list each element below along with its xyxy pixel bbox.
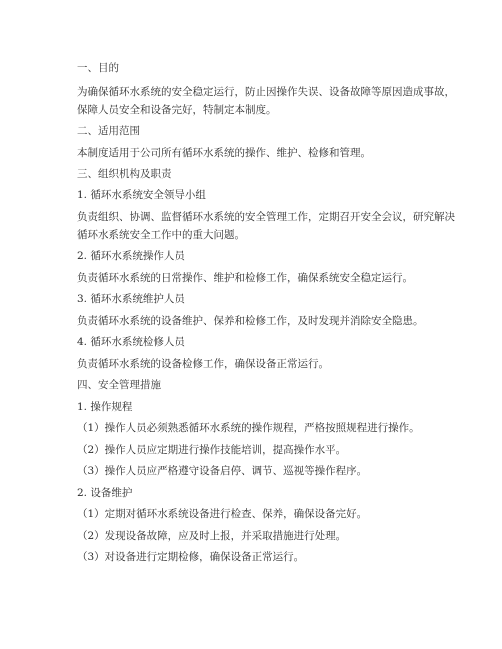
paragraph-line: 负责循环水系统的日常操作、维护和检修工作，确保系统安全稳定运行。 (77, 272, 413, 284)
list-item-title: 3. 循环水系统维护人员 (77, 293, 185, 305)
section-heading-scope: 二、适用范围 (77, 125, 140, 137)
paragraph-line: 循环水系统安全工作中的重大问题。 (77, 229, 245, 241)
section-heading-safety-measures: 四、安全管理措施 (77, 379, 161, 391)
sub-list-item: （2）操作人员应定期进行操作技能培训，提高操作水平。 (77, 444, 347, 456)
sub-list-item: （2）发现设备故障，应及时上报，并采取措施进行处理。 (77, 530, 347, 542)
paragraph-line: 负责组织、协调、监督循环水系统的安全管理工作，定期召开安全会议，研究解决 (77, 211, 455, 223)
paragraph-line: 保障人员安全和设备完好，特制定本制度。 (77, 104, 277, 116)
list-item-title: 2. 设备维护 (77, 487, 133, 499)
paragraph-line: 本制度适用于公司所有循环水系统的操作、维护、检修和管理。 (77, 147, 371, 159)
sub-list-item: （3）对设备进行定期检修，确保设备正常运行。 (77, 551, 305, 563)
paragraph-line: 负责循环水系统的设备维护、保养和检修工作，及时发现并消除安全隐患。 (77, 315, 424, 327)
section-heading-purpose: 一、目的 (77, 62, 119, 74)
list-item-title: 1. 操作规程 (77, 401, 133, 413)
list-item-title: 1. 循环水系统安全领导小组 (77, 189, 206, 201)
paragraph-line: 为确保循环水系统的安全稳定运行，防止因操作失误、设备故障等原因造成事故， (77, 86, 455, 98)
sub-list-item: （1）操作人员必须熟悉循环水系统的操作规程，严格按照规程进行操作。 (77, 422, 420, 434)
paragraph-line: 负责循环水系统的设备检修工作，确保设备正常运行。 (77, 358, 329, 370)
section-heading-organization: 三、组织机构及职责 (77, 168, 172, 180)
sub-list-item: （3）操作人员应严格遵守设备启停、调节、巡视等操作程序。 (77, 465, 368, 477)
list-item-title: 4. 循环水系统检修人员 (77, 336, 185, 348)
list-item-title: 2. 循环水系统操作人员 (77, 250, 185, 262)
sub-list-item: （1）定期对循环水系统设备进行检查、保养，确保设备完好。 (77, 508, 368, 520)
